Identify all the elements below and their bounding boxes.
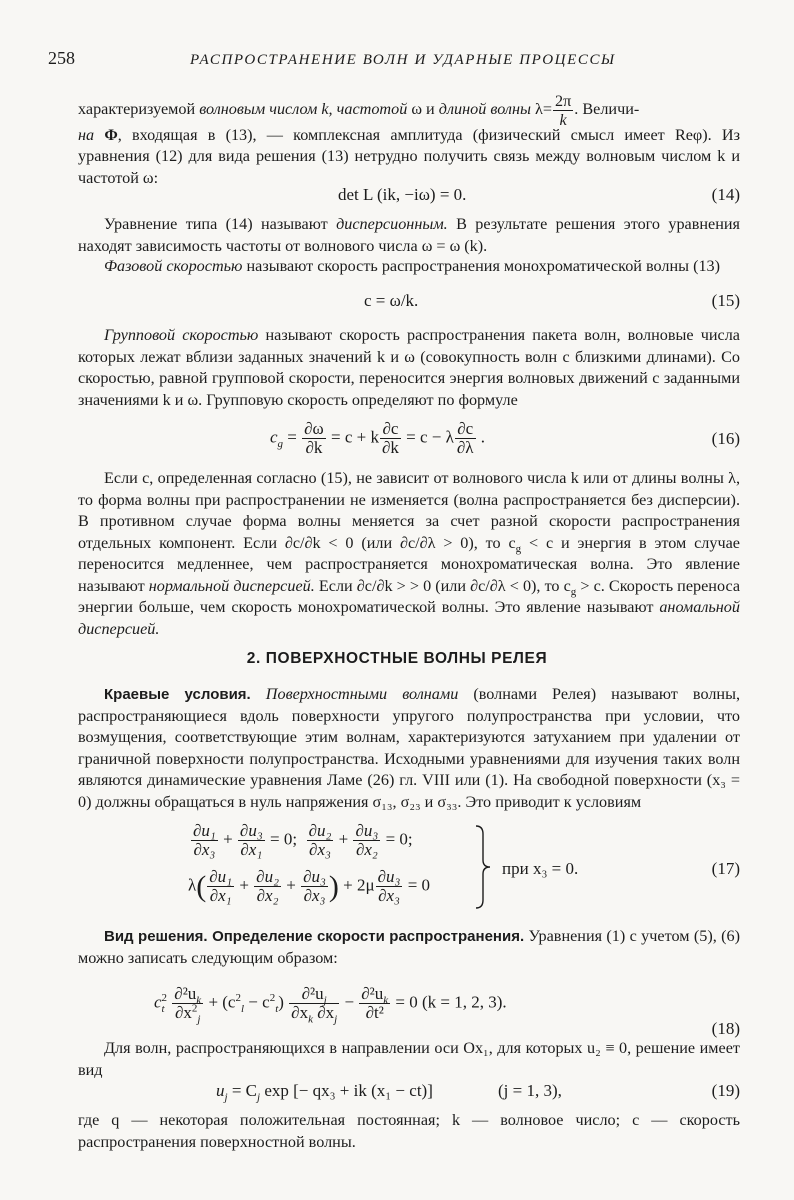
equation-19-number: (19) [711, 1081, 740, 1100]
equation-16-number: (16) [711, 429, 740, 448]
equation-15-number: (15) [711, 291, 740, 310]
section-title: 2. ПОВЕРХНОСТНЫЕ ВОЛНЫ РЕЛЕЯ [246, 650, 548, 667]
paragraph-ox1-direction: Для волн, распространяющихся в направлении оси Ox₁, для которых u₂ ≡ 0, решение имеет вид [78, 1039, 740, 1079]
equation-14: det L (ik, −iω) = 0. [338, 185, 467, 204]
equation-14-number: (14) [711, 185, 740, 204]
equation-17-brace [474, 824, 492, 910]
paragraph-solution-form: Вид решения. Определение скорости распространения. Уравнения (1) с учетом (5), (6) можно записать следующим образом: [78, 927, 741, 967]
equation-19-condition: (j = 1, 3), [498, 1081, 562, 1100]
running-title: РАСПРОСТРАНЕНИЕ ВОЛН И УДАРНЫЕ ПРОЦЕССЫ [190, 52, 616, 68]
paragraph-group-velocity: Групповой скоростью называют скорость распространения пакета волн, волновые числа которых лежат вблизи заданных значений k и ω (совокупность волн с близкими длинами). Со скоростью, равной групповой скорости, переносится энергия волновых движений с заданными значениями k и ω. Групповую скорость определяют по формуле [78, 326, 740, 409]
fraction-2pi-over-k: $\frac{2\pi}{k}$ [554, 91, 572, 129]
paragraph-dispersion-types: Если c, определенная согласно (15), не зависит от волнового числа k или от длины волны λ, то форма волны при распространении не изменяется (волна распространяется без дисперсии). В противном случае форма волны меняется за счет разной скорости распространения отдельных компонент. Если ∂c/∂k < 0 (или ∂c/∂λ > 0), то $c_g < c$ и энергия в этом случае переносится медленнее, чем распространяется монохроматическая волна. Это явление называют нормальной дисперсией. Если ∂c/∂k > > 0 (или ∂c/∂λ < 0), то $c_g > c$. Скорость переноса энергии больше, чем скорость монохроматической волны. Это явление называют аномальной дисперсией. [78, 469, 741, 638]
paragraph-boundary-conditions: Краевые условия. Поверхностными волнами (волнами Релея) называют волны, распространяющиеся вдоль поверхности упругого полупространства при условии, что возмущения, соответствующие этим волнам, характеризуются затуханием при удалении от граничной поверхности полупространства. Исходными уравнениями для изучения таких волн являются динамические уравнения Ламе (26) гл. VIII или (1). На свободной поверхности (x₃ = 0) должны обращаться в нуль напряжения σ₁₃, σ₂₃ и σ₃₃. Это приводит к условиям [78, 685, 740, 811]
paragraph-wavenumber: характеризуемой волновым числом k, частотой ω и длиной волны λ= $\frac{2\pi}{k}$ . Величи- на Φ, входящая в (13), — комплексная амплитуда (физический смысл имеет Reφ). Из уравнения (12) для вида решения (13) нетрудно получить связь между волновым числом k и частотой ω: [78, 91, 740, 187]
equation-19: $u_j = C_j$ exp [− qx₃ + ik (x₁ − ct)] [216, 1081, 433, 1104]
equation-17-number: (17) [711, 859, 740, 878]
equation-17-condition: при x₃ = 0. [502, 859, 579, 878]
paragraph-constants: где q — некоторая положительная постоянная; k — волновое число; c — скорость распространения поверхностной волны. [78, 1111, 740, 1151]
equation-18-number: (18) [711, 1019, 740, 1038]
page-number: 258 [48, 48, 75, 68]
paragraph-phase-velocity: Фазовой скоростью называют скорость распространения монохроматической волны (13) [104, 257, 721, 275]
equation-17-line-2: λ( $\frac{\text{∂u₁}}{\text{∂x₁}}$ + $\frac{\text{∂u₂}}{\text{∂x₂}}$ + $\frac{\text{∂u₃}}{\text{∂x₃}}$ ) + 2μ $\frac{\text{∂u₃}}{\text{∂x₃}}$ = 0 [188, 867, 431, 905]
paragraph-dispersion: Уравнение типа (14) называют дисперсионным. В результате решения этого уравнения находят зависимость частоты от волнового числа ω = ω (k). [78, 215, 741, 255]
equation-18: c 2 t $\frac{\partial^2u_k}{\partial x^2_j}$ + $(c^2_l - c^2_t)$ $\frac{\partial^2u_j}{\partial x_k \partial x_j}$ − $\frac{\partial^2u_k}{\text{∂t²}}$ = 0 (k = 1, 2, 3). [154, 984, 507, 1026]
equation-15: c = ω/k. [364, 291, 419, 310]
equation-17-line-1: $\frac{\text{∂u₁}}{\text{∂x₃}}$ + $\frac{\text{∂u₃}}{\text{∂x₁}}$ = 0; $\frac{\text{∂u₂}}{\text{∂x₃}}$ + $\frac{\text{∂u₃}}{\text{∂x₂}}$ = 0; [193, 821, 413, 859]
equation-16: $c_g$ = $\frac{\partial\omega}{\partial k}$ = c + k $\frac{\partial c}{\partial k}$ = c − λ $\frac{\partial c}{\partial\lambda}$ . [270, 419, 485, 457]
